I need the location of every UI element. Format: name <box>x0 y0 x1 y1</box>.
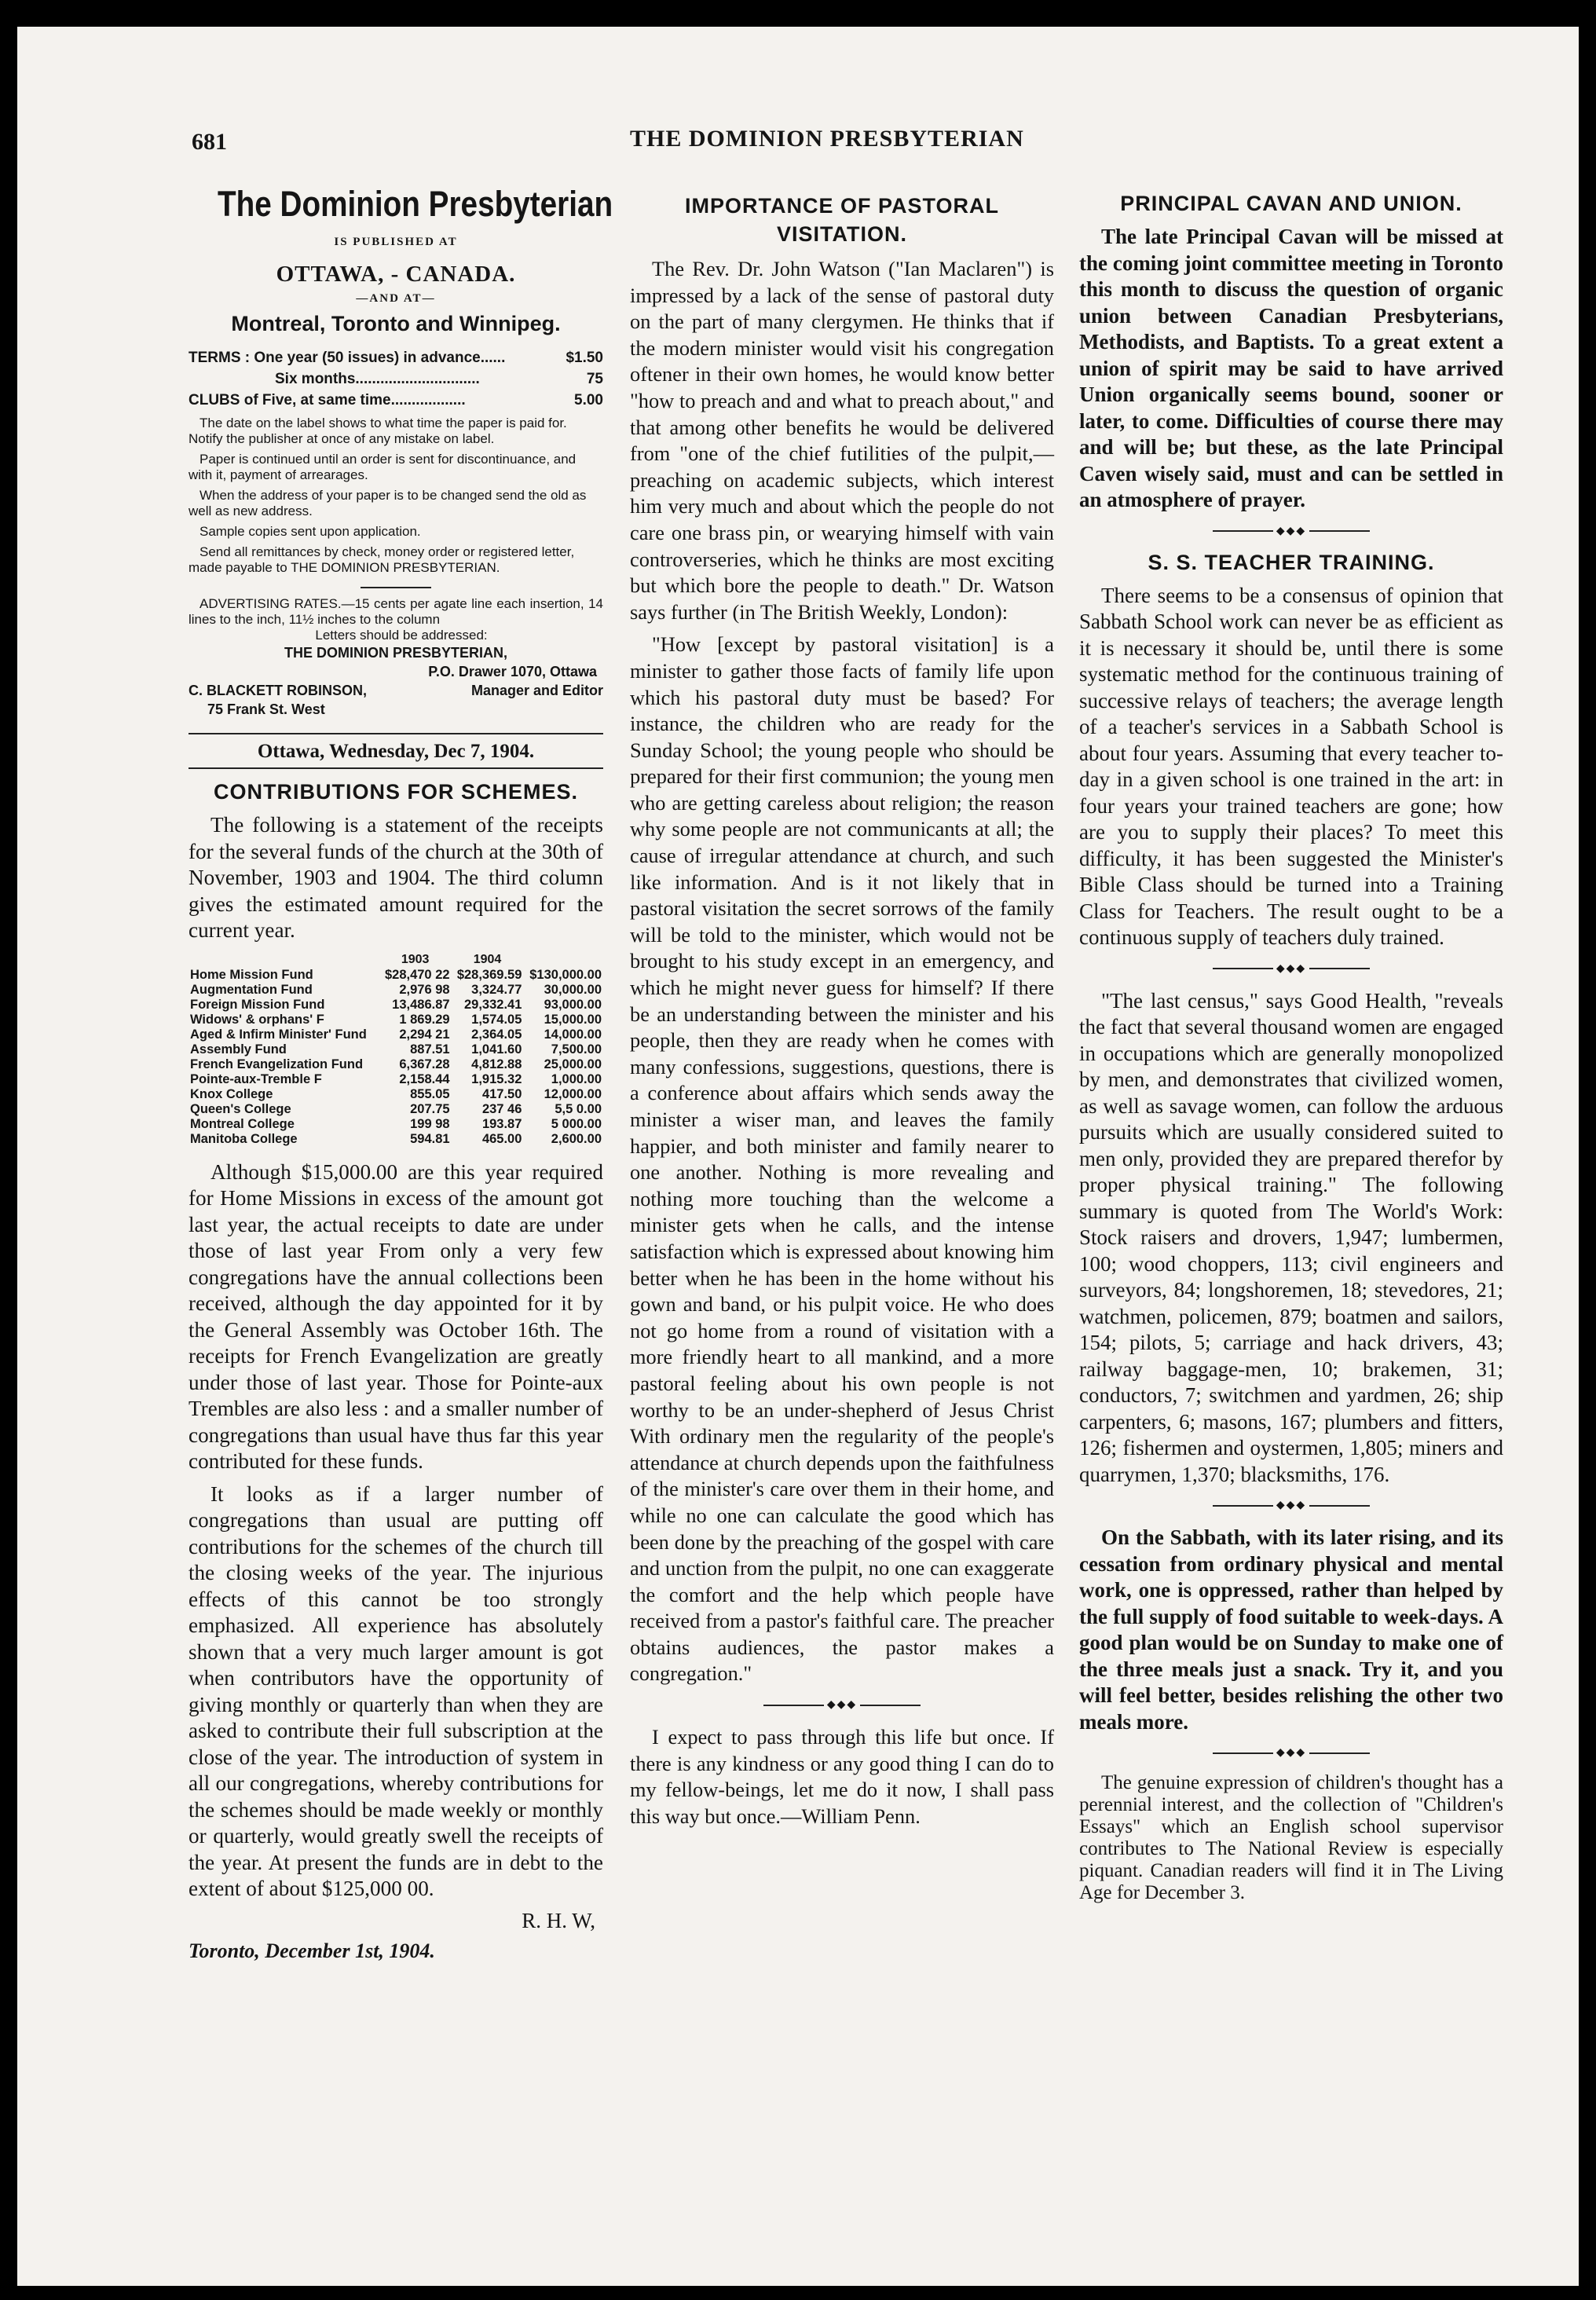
fund-amount: 199 98 <box>410 1116 450 1131</box>
editor-line <box>189 681 603 700</box>
schemes-paragraph: It looks as if a larger number of congregations than usual are putting off contributions for the schemes of the church till the closing weeks of the year. The injurious effects of this cannot be too strongly emphasized. All experience has absolutely shown that a very much larger amount is got when contributors have the opportunity of giving monthly or quarterly than when they are asked to contribute their full subscription at the close of the year. The introduction of system in all our congregations, whereby contributions for the schemes should be made weekly or monthly or quarterly, would greatly swell the receipts of the year. At present the funds are in debt to the extent of about $125,000 00. <box>189 1481 603 1900</box>
teacher-heading: S. S. TEACHER TRAINING. <box>1148 550 1435 574</box>
fund-amount: 5 000.00 <box>551 1116 602 1131</box>
fund-amount: 855.05 <box>410 1086 450 1101</box>
notice: Sample copies sent upon application. <box>200 524 421 539</box>
funds-row <box>189 1042 603 1057</box>
advertising-rates: ADVERTISING RATES.—15 cents per agate line each insertion, 14 lines to the inch, 11½ inches to the column <box>189 596 603 627</box>
newspaper-page <box>17 27 1579 2286</box>
fund-amount: 30,000.00 <box>544 982 602 997</box>
column-header <box>189 952 379 968</box>
schemes-heading: CONTRIBUTIONS FOR SCHEMES. <box>213 780 578 804</box>
visitation-heading: IMPORTANCE OF PASTORAL VISITATION. <box>685 194 999 246</box>
masthead-cities: Montreal, Toronto and Winnipeg. <box>231 312 561 335</box>
fund-amount: 2,294 21 <box>399 1027 450 1042</box>
essays-paragraph: The genuine expression of children's thought has a perennial interest, and the collection of "Children's Essays" which an English school supervisor contributes to The National Review is especially piquant. Canadian readers will find it in The Living Age for December 3. <box>1079 1772 1503 1903</box>
fund-amount: 14,000.00 <box>544 1027 602 1042</box>
census-paragraph: "The last census," says Good Health, "reveals the fact that several thousand women are engaged in occupations which are generally monopolized by men, and demonstrates that civilized women, as well as savage women, can follow the arduous pursuits which are usually considered suited to men only, provided they are prepared therefor by proper physical training." The following summary is quoted from The World's Work: Stock raisers and drovers, 1,947; lumbermen, 100; wood choppers, 113; civil engineers and surveyors, 84; longshoremen, 18; stevedores, 21; watchmen, policemen, 879; boatmen and sailors, 154; pilots, 5; carriage and hack drivers, 43; railway baggage-men, 10; brakemen, 31; conductors, 7; switchmen and yardmen, 26; ship carpenters, 6; masons, 167; plumbers and fitters, 126; fishermen and oystermen, 1,805; miners and quarrymen, 1,370; blacksmiths, 176. <box>1079 988 1503 1486</box>
funds-row <box>189 1057 603 1072</box>
signature: R. H. W, <box>522 1908 595 1932</box>
terms-block <box>189 347 603 411</box>
fund-amount: 1,041.60 <box>471 1042 522 1057</box>
column-header: 1903 <box>401 952 430 966</box>
visitation-paragraph: The Rev. Dr. John Watson ("Ian Maclaren") is impressed by a lack of the sense of pastoral duty on the part of many clergymen. He thinks that if the modern minister would visit his congregation oftener in their own homes, he would know better "how to preach and and what to preach about," and that among other benefits he would be delivered from "one of the chief futilities of the pulpit,—preaching on academic subjects, which interest him very much and about which the people do not care one brass pin, or wearying himself with vain controverseries, which he thinks are most exciting but which bore the people to death." Dr. Watson says further (in The British Weekly, London): <box>630 257 1054 624</box>
fund-amount: 29,332.41 <box>464 997 522 1012</box>
dateline: Ottawa, Wednesday, Dec 7, 1904. <box>189 733 603 769</box>
penn-quote: I expect to pass through this life but once. If there is any kindness or any good thing I can do to my fellow-beings, let me do it now, I shall pass this way but once.—William Penn. <box>630 1725 1054 1828</box>
drawer: P.O. Drawer 1070, Ottawa <box>428 664 597 679</box>
ornament-divider: ◆◆◆ <box>1213 1746 1370 1760</box>
fund-amount: 594.81 <box>410 1131 450 1146</box>
fund-name: Manitoba College <box>190 1131 298 1146</box>
ornament-divider: ◆◆◆ <box>763 1698 921 1712</box>
fund-amount: 3,324.77 <box>471 982 522 997</box>
ornament-divider: ◆◆◆ <box>1213 962 1370 976</box>
notice: Send all remittances by check, money order or registered letter, made payable to THE DOMINION PRESBYTERIAN. <box>189 544 575 575</box>
funds-table <box>189 952 603 1147</box>
funds-table-body <box>189 968 603 1147</box>
funds-row <box>189 983 603 998</box>
cavan-paragraph: The late Principal Cavan will be missed at the coming joint committee meeting in Toronto this month to discuss the question of organic union between Canadian Presbyterians, Methodists, and Baptists. To a great extent a union of spirit may be said to have arrived Union organically seems bound, sooner or later, to come. Difficulties of course there may and will be; but these, as the late Principal Caven wisely said, must and can be settled in an atmosphere of prayer. <box>1079 225 1503 511</box>
fund-amount: 2,976 98 <box>399 982 450 997</box>
fund-name: Pointe-aux-Tremble F <box>190 1071 322 1086</box>
funds-header-row <box>189 952 603 968</box>
masthead-title: The Dominion Presbyterian <box>217 184 613 224</box>
funds-row <box>189 1117 603 1132</box>
column-header: 1904 <box>473 952 502 966</box>
fund-amount: 5,5 0.00 <box>555 1101 602 1116</box>
fund-name: Knox College <box>190 1086 273 1101</box>
funds-row <box>189 968 603 983</box>
addressee: THE DOMINION PRESBYTERIAN, <box>284 645 508 661</box>
terms-row: Six months.............................. 75 <box>275 371 603 387</box>
fund-name: Assembly Fund <box>190 1042 287 1057</box>
editor-name: C. BLACKETT ROBINSON, <box>189 683 367 698</box>
fund-name: Aged & Infirm Minister' Fund <box>190 1027 367 1042</box>
editor-role: Manager and Editor <box>470 683 603 698</box>
fund-amount: 93,000.00 <box>544 997 602 1012</box>
running-head: THE DOMINION PRESBYTERIAN <box>630 126 1024 152</box>
masthead-published-at: IS PUBLISHED AT <box>334 236 458 248</box>
funds-row <box>189 1132 603 1147</box>
fund-amount: 417.50 <box>481 1086 522 1101</box>
fund-amount: 465.00 <box>481 1131 522 1146</box>
fund-amount: $28,470 22 <box>384 967 450 982</box>
terms-row: TERMS : One year (50 issues) in advance...... $1.50 <box>189 350 603 366</box>
notice: The date on the label shows to what time the paper is paid for. Notify the publisher at once of any mistake on label. <box>189 416 567 446</box>
notice: When the address of your paper is to be changed send the old as well as new address. <box>189 488 587 518</box>
fund-name: Queen's College <box>190 1101 291 1116</box>
schemes-intro: The following is a statement of the receipts for the several funds of the church at the 30th of November, 1903 and 1904. The third column gives the estimated amount required for the current year. <box>189 813 603 942</box>
terms-row: CLUBS of Five, at same time.................. 5.00 <box>189 392 603 408</box>
letters-note: Letters should be addressed: <box>315 628 488 643</box>
funds-row <box>189 1027 603 1042</box>
column-header <box>523 952 603 968</box>
column-middle <box>630 184 1054 1836</box>
fund-amount: 2,158.44 <box>399 1071 450 1086</box>
page-number: 681 <box>192 129 227 155</box>
address-block <box>189 643 603 719</box>
fund-amount: 12,000.00 <box>544 1086 602 1101</box>
fund-amount: 15,000.00 <box>544 1012 602 1027</box>
schemes-paragraph: Although $15,000.00 are this year required for Home Missions in excess of the amount got last year, the actual receipts to date are under those of last year From only a very few congregations have the annual collections been received, although the day appointed for it by the General Assembly was October 16th. The receipts for French Evangelization are greatly under those of last year. Those for Pointe-aux Trembles are also less : and a smaller number of congregations than usual have thus far this year contributed for these funds. <box>189 1159 603 1473</box>
notice: Paper is continued until an order is sent for discontinuance, and with it, payment of arrearages. <box>189 452 577 482</box>
fund-amount: 237 46 <box>481 1101 522 1116</box>
funds-row <box>189 1087 603 1102</box>
editor-address: 75 Frank St. West <box>207 701 325 717</box>
fund-amount: 2,364.05 <box>471 1027 522 1042</box>
divider <box>361 587 431 588</box>
fund-amount: 13,486.87 <box>392 997 450 1012</box>
column-right <box>1079 184 1503 1910</box>
teacher-paragraph: There seems to be a consensus of opinion that Sabbath School work can never be as efficient as it is necessary it should be, until there is some systematic method for the continuous training of successive relays of teachers; the average length of a teacher's services in a Sabbath School is about four years. Assuming that every teacher to-day in a given school is one trained in the art: in four years your trained teachers are gone; how are you to supply their places? To meet this difficulty, it has been suggested the Minister's Bible Class should be turned into a Training Class for Teachers. The result ought to be a continuous supply of teachers duly trained. <box>1079 583 1503 949</box>
fund-name: Home Mission Fund <box>190 967 313 982</box>
funds-row <box>189 1102 603 1117</box>
funds-row <box>189 998 603 1013</box>
fund-name: Montreal College <box>190 1116 295 1131</box>
fund-amount: 6,367.28 <box>399 1057 450 1071</box>
fund-amount: 887.51 <box>410 1042 450 1057</box>
fund-amount: 1,000.00 <box>551 1071 602 1086</box>
ornament-divider: ◆◆◆ <box>1213 525 1370 538</box>
funds-row <box>189 1072 603 1087</box>
dated-line: Toronto, December 1st, 1904. <box>189 1939 435 1962</box>
fund-amount: 207.75 <box>410 1101 450 1116</box>
fund-amount: $130,000.00 <box>529 967 602 982</box>
fund-amount: 1,915.32 <box>471 1071 522 1086</box>
masthead-city: OTTAWA, - CANADA. <box>276 262 516 287</box>
cavan-heading: PRINCIPAL CAVAN AND UNION. <box>1120 192 1462 215</box>
funds-row <box>189 1013 603 1027</box>
fund-name: Widows' & orphans' F <box>190 1012 324 1027</box>
sabbath-paragraph: On the Sabbath, with its later rising, and its cessation from ordinary physical and mental work, one is oppressed, rather than helped by the full supply of food suitable to week-days. A good plan would be on Sunday to make one of the three meals just a snack. Try it, and you will feel better, besides relishing the other two meals more. <box>1079 1525 1503 1734</box>
fund-amount: 1 869.29 <box>399 1012 450 1027</box>
fund-amount: 4,812.88 <box>471 1057 522 1071</box>
masthead-and: —AND AT— <box>356 292 436 305</box>
column-left <box>189 184 613 1963</box>
fund-amount: 1,574.05 <box>471 1012 522 1027</box>
fund-amount: $28,369.59 <box>456 967 522 982</box>
ornament-divider: ◆◆◆ <box>1213 1499 1370 1512</box>
fund-amount: 25,000.00 <box>544 1057 602 1071</box>
fund-name: French Evangelization Fund <box>190 1057 364 1071</box>
visitation-paragraph: "How [except by pastoral visitation] is a minister to gather those facts of family life upon which his pastoral duty must be based? For instance, the children who are ready for the Sunday School; the young people who should be prepared for their first communion; the young men who are getting careless about religion; the reason why some people are not communicants at all; the cause of irregular attendance at church, and such like information. And is it not likely that in pastoral visitation the secret sorrows of the family will be told to the minister, which would not be brought to his study except in an emergency, and which he might never guess for himself? If there be an understanding between the minister and his people, then they are ready when he comes with many confessions, suggestions, questions, there is a conference about affairs which sends away the minister a wiser man, and leaves the family happier, and both minister and family nearer to one another. Nothing is more revealing and nothing more touching than the welcome a minister gets when he calls, and the intense satisfaction which is expressed about knowing him better when he has been in the home without his gown and band, or his pulpit voice. He who does not go home from a round of visitation with a more friendly heart to all mankind, and a more pastoral feeling about his own people is not worthy to be an under-shepherd of Jesus Christ With ordinary men the regularity of the people's attendance at church depends upon the faithfulness of the minister's care over them in their home, and while no one can calculate the good which has been done by the preaching of the gospel with care and unction from the pulpit, no one can exaggerate the comfort and the help which people have received from a pastor's faithful care. The preacher obtains audiences, the pastor makes a congregation." <box>630 632 1054 1686</box>
fund-amount: 2,600.00 <box>551 1131 602 1146</box>
fund-amount: 7,500.00 <box>551 1042 602 1057</box>
fund-name: Augmentation Fund <box>190 982 313 997</box>
fund-amount: 193.87 <box>481 1116 522 1131</box>
fund-name: Foreign Mission Fund <box>190 997 325 1012</box>
